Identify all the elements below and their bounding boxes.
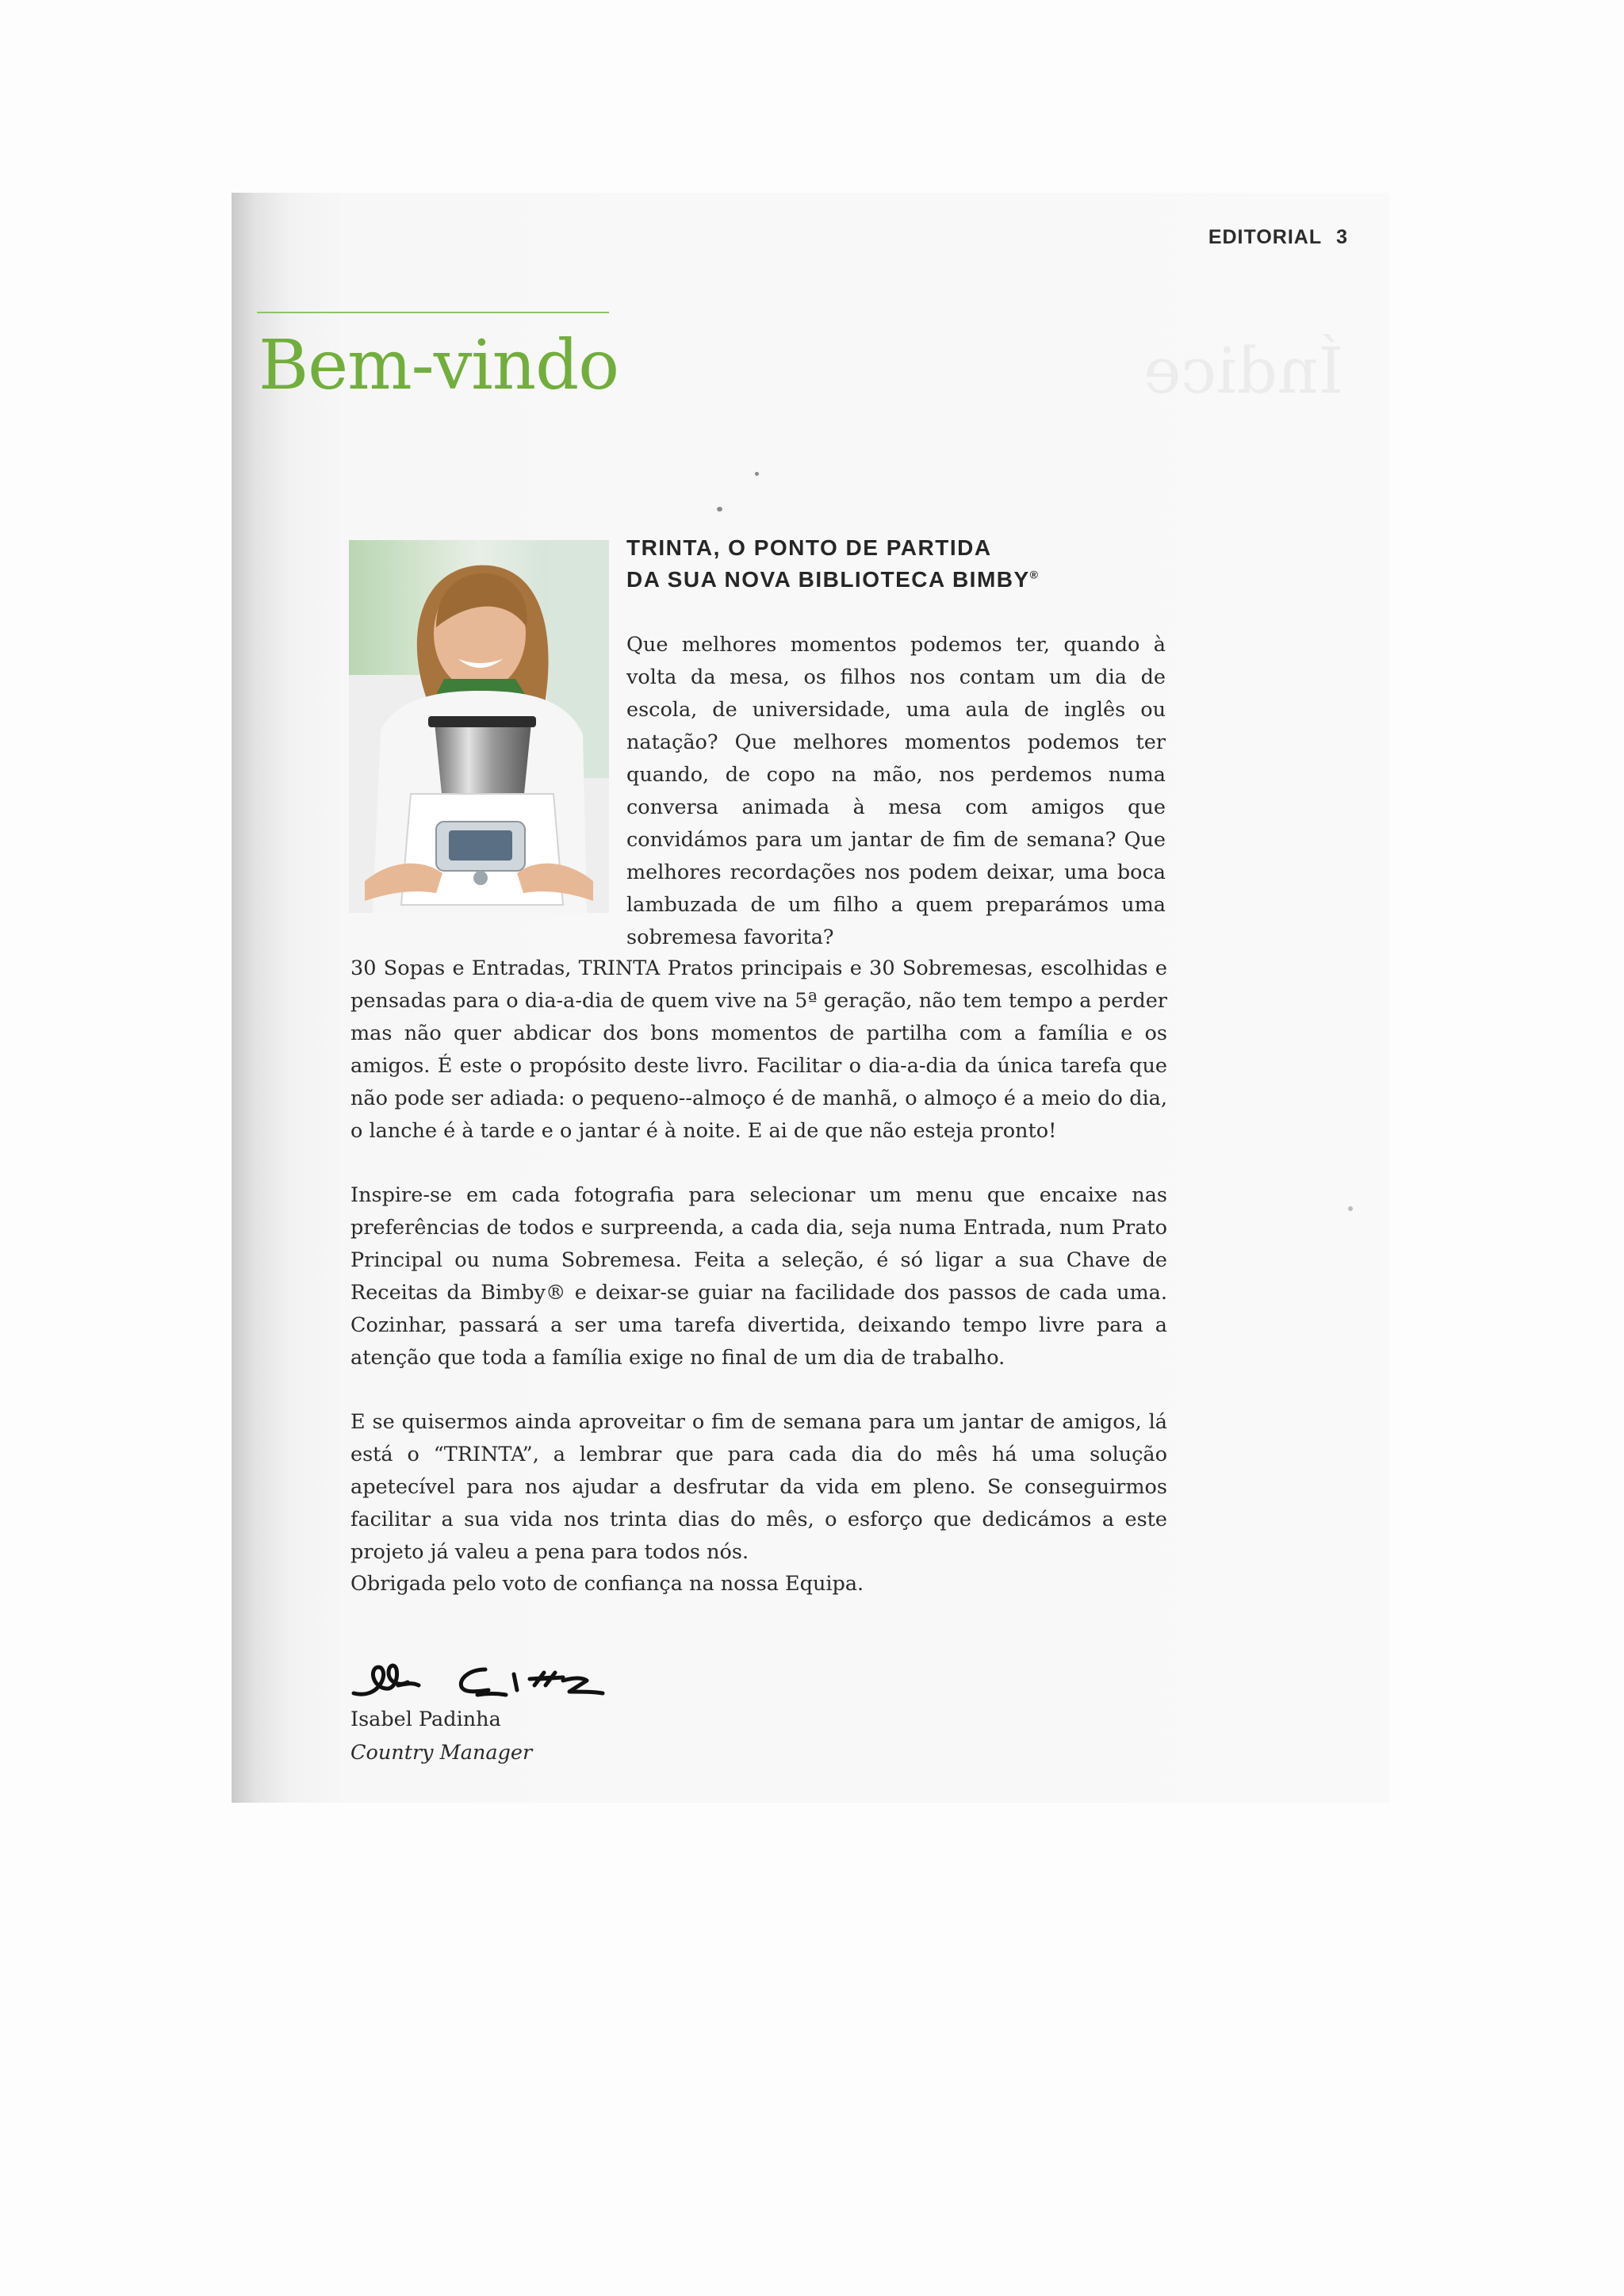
body-paragraph-2: Inspire-se em cada fotografia para selecionar um menu que encaixe nas preferências de todos e surpreenda, a cada dia, seja numa Entrada, num Prato Principal ou numa Sobremesa. Feita a seleção, é só ligar a sua Chave de Receitas da Bimby® e deixar-se guiar na facilidade dos passos de cada uma. Cozinhar, passará a ser uma tarefa divertida, deixando tempo livre para a atenção que toda a família exige no final de um dia de trabalho. — [350, 1183, 1167, 1370]
registered-mark: ® — [1029, 568, 1040, 581]
paper-speck — [755, 472, 759, 476]
portrait-photo — [349, 540, 609, 913]
closing-line: Obrigada pelo voto de confiança na nossa Equipa. — [350, 1572, 864, 1596]
page-number: 3 — [1336, 226, 1348, 248]
body-paragraph-1: 30 Sopas e Entradas, TRINTA Pratos principais e 30 Sobremesas, escolhidas e pensadas para o dia-a-dia de quem vive na 5ª geração, não tem tempo a perder mas não quer abdicar dos bons momentos de partilha com a família e os amigos. É este o propósito deste livro. Facilitar o dia-a-dia da única tarefa que não pode ser adiada: o pequeno--almoço é de manhã, o almoço é a meio do dia, o lanche é à tarde e o jantar é à noite. E ai de que não esteja pronto! — [350, 956, 1167, 1143]
signer-role: Country Manager — [350, 1741, 533, 1765]
subheading-line-2: DA SUA NOVA BIBLIOTECA BIMBY — [626, 567, 1030, 592]
portrait-illustration — [349, 540, 609, 913]
page-title: Bem-vindo — [259, 326, 619, 405]
paper-speck — [717, 507, 722, 512]
intro-subheading — [626, 532, 1182, 596]
paper-speck — [1348, 1206, 1353, 1211]
signer-name: Isabel Padinha — [350, 1708, 501, 1731]
section-label: EDITORIAL — [1208, 226, 1323, 248]
title-rule — [257, 312, 609, 313]
intro-paragraph: Que melhores momentos podemos ter, quando à volta da mesa, os filhos nos contam um dia de escola, de universidade, uma aula de inglês ou natação? Que melhores momentos podemos ter quando, de copo na mão, nos perdemos numa conversa animada à mesa com amigos que convidámos para um jantar de fim de semana? Que melhores recordações nos podem deixar, uma boca lambuzada de um filho a quem preparámos uma sobremesa favorita? — [626, 633, 1166, 949]
handwritten-signature — [350, 1650, 636, 1706]
subheading-line-1: TRINTA, O PONTO DE PARTIDA — [626, 535, 992, 560]
body-paragraph-3: E se quisermos ainda aproveitar o fim de semana para um jantar de amigos, lá está o “TRINTA”, a lembrar que para cada dia do mês há uma solução apetecível para nos ajudar a desfrutar da vida em pleno. Se conseguirmos facilitar a sua vida nos trinta dias do mês, o esforço que dedicámos a este projeto já valeu a pena para todos nós. — [350, 1410, 1167, 1564]
book-page — [232, 193, 1389, 1803]
page-header — [1208, 226, 1348, 249]
show-through-text: Índice — [1143, 334, 1343, 408]
